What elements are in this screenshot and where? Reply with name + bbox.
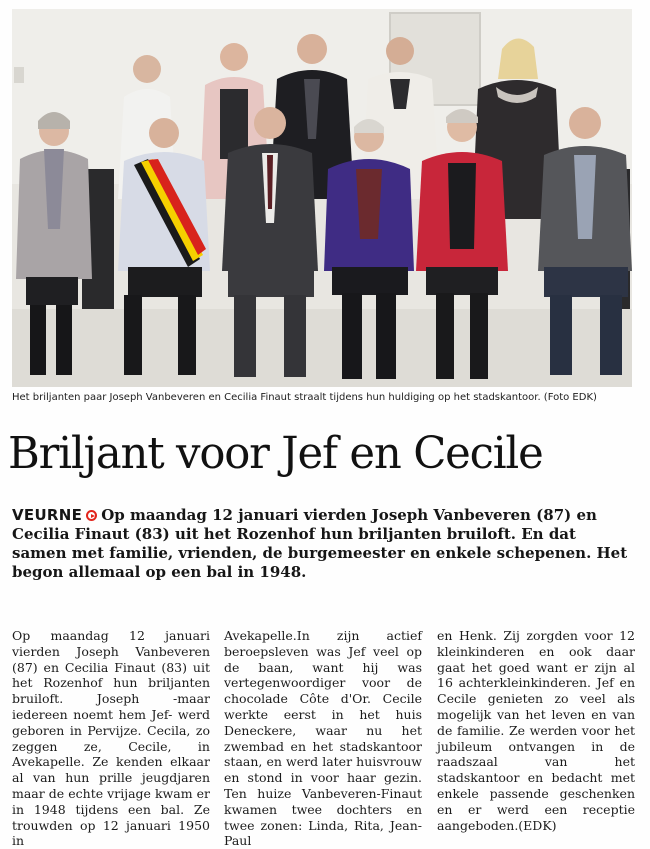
lead-text: Op maandag 12 januari vierden Joseph Vanbeveren (87) en Cecilia Finaut (83) uit het Rozenhof hun briljanten bruiloft. En dat samen met familie, vrienden, de burgemeester en enkele schepenen. Het begon allemaal op een bal in 1948. [12,506,628,581]
body-column-1: Op maandag 12 januari vierden Joseph Vanbeveren (87) en Cecilia Finaut (83) uit het Rozenhof hun briljanten bruiloft. Joseph -maar iedereen noemt hem Jef- werd geboren in Pervijze. Cecila, zo zeggen ze, Cecile, in Avekapelle. Ze kenden elkaar al van hun prille jeugdjaren maar de echte vrijage kwam er in 1948 tijdens een bal. Ze trouwden op 12 januari 1950 in [12,628,210,849]
group-photo [12,9,632,387]
lead-paragraph [12,506,634,582]
photo-illustration [12,9,632,387]
play-bullet-icon [86,510,97,521]
photo-caption: Het briljanten paar Joseph Vanbeveren en Cecilia Finaut straalt tijdens hun huldiging op het stadskantoor. (Foto EDK) [12,392,597,403]
dateline: VEURNE [12,506,83,524]
headline: Briljant voor Jef en Cecile [8,428,543,479]
body-column-2: Avekapelle.In zijn actief beroepsleven was Jef veel op de baan, want hij was vertegenwoordiger voor de chocolade Côte d'Or. Cecile werkte eerst in het huis Deneckere, waar nu het zwembad en het stadskantoor staan, en werd later huisvrouw en stond in voor haar gezin. Ten huize Vanbeveren-Finaut kwamen twee dochters en twee zonen: Linda, Rita, Jean-Paul [224,628,422,849]
body-column-3: en Henk. Zij zorgden voor 12 kleinkinderen en ook daar gaat het goed want er zijn al 16 achterkleinkinderen. Jef en Cecile genieten zo veel als mogelijk van het leven en van de familie. Ze werden voor het jubileum ontvangen in de raadszaal van het stadskantoor en bedacht met enkele passende geschenken en er werd een receptie aangeboden.(EDK) [437,628,635,833]
